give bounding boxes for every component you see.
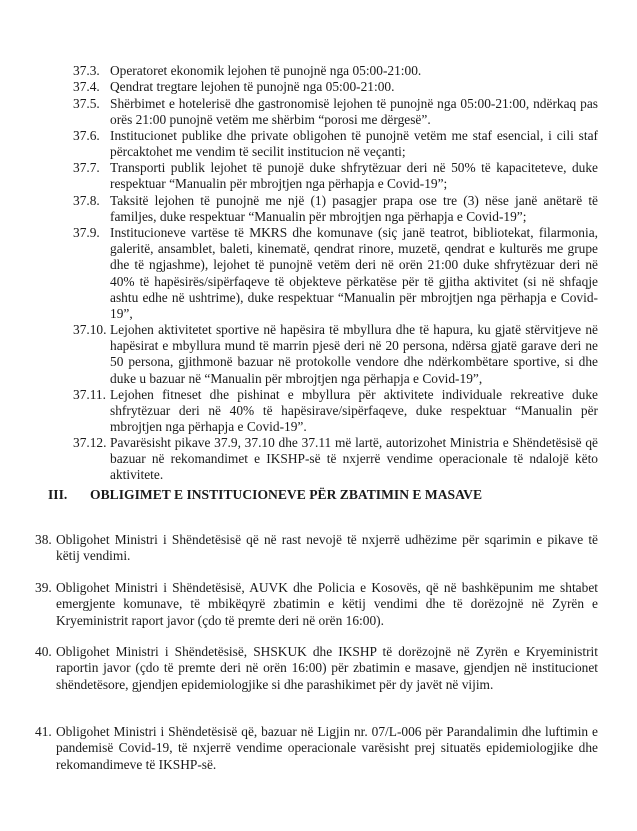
subitem-number: 37.8. xyxy=(73,193,100,208)
section-title: OBLIGIMET E INSTITUCIONEVE PËR ZBATIMIN E MASAVE xyxy=(90,487,483,502)
item-40 xyxy=(35,644,598,693)
subitem-37-12 xyxy=(73,435,598,484)
subitem-text: Qendrat tregtare lejohen të punojnë nga 05:00-21:00. xyxy=(110,79,395,94)
subitem-number: 37.7. xyxy=(73,160,100,175)
subitem-number: 37.12. xyxy=(73,435,107,450)
subitem-number: 37.4. xyxy=(73,79,100,94)
subitem-number: 37.3. xyxy=(73,63,100,78)
item-number: 41. xyxy=(35,724,52,739)
subitem-text: Pavarësisht pikave 37.9, 37.10 dhe 37.11 më lartë, autorizohet Ministria e Shëndetësisë që bazuar në rekomandimet e IKSHP-së të nxjerrë vendime operacionale të ndalojë këto aktivitete. xyxy=(110,435,598,483)
subitem-37-10 xyxy=(73,322,598,387)
item-text: Obligohet Ministri i Shëndetësisë që, bazuar në Ligjin nr. 07/L-006 për Parandalimin dhe luftimin e pandemisë Covid-19, të nxjerrë vendime operacionale varësisht prej situatës epidemiologjike dhe rekomandimeve të IKSHP-së. xyxy=(56,724,598,772)
subitem-text: Taksitë lejohen të punojnë me një (1) pasagjer prapa ose tre (3) nëse janë anëtarë të familjes, duke respektuar “Manualin për mbrojtjen nga përhapja e Covid-19”; xyxy=(110,193,598,225)
subitem-text: Lejohen fitneset dhe pishinat e mbyllura për aktivitete individuale rekreative duke shfrytëzuar deri në 40% të hapësirave/sipërfaqeve, duke respektuar “Manualin për mbrojtjen nga përhapja e Covid-19”. xyxy=(110,387,598,435)
subitem-37-11 xyxy=(73,387,598,436)
subitem-37-7 xyxy=(73,160,598,192)
subitem-number: 37.6. xyxy=(73,128,100,143)
item-text: Obligohet Ministri i Shëndetësisë që në rast nevojë të nxjerrë udhëzime për sqarimin e pikave të këtij vendimi. xyxy=(56,532,598,564)
subitem-37-5 xyxy=(73,96,598,128)
item-number: 40. xyxy=(35,644,52,659)
item-39 xyxy=(35,580,598,629)
item-38 xyxy=(35,532,598,565)
subitem-number: 37.11. xyxy=(73,387,106,402)
subitem-number: 37.9. xyxy=(73,225,100,240)
subitem-37-4 xyxy=(73,79,598,95)
subitem-text: Transporti publik lejohet të punojë duke shfrytëzuar deri në 50% të kapaciteteve, duke respektuar “Manualin për mbrojtjen nga përhapja e Covid-19”; xyxy=(110,160,598,192)
item-41 xyxy=(35,724,598,773)
item-number: 39. xyxy=(35,580,52,595)
subitem-text: Operatoret ekonomik lejohen të punojnë nga 05:00-21:00. xyxy=(110,63,422,78)
subitem-text: Lejohen aktivitetet sportive në hapësira të mbyllura dhe të hapura, ku gjatë stërvitjeve në hapësirat e mbyllura mund të marrin pjesë deri në 20 persona, ndërsa gjatë garave deri ne 50 persona, gjithmonë bazuar në protokolle vendore dhe ndërkombëtare sportive, si dhe duke u bazuar në “Manualin për mbrojtjen nga përhapja e Covid-19”, xyxy=(110,322,598,386)
section-number: III. xyxy=(48,487,68,502)
item-text: Obligohet Ministri i Shëndetësisë, SHSKUK dhe IKSHP të dorëzojnë në Zyrën e Kryeministrit raportin javor (çdo të premte deri në orën 16:00) për zbatimin e masave, gjendjen në institucionet shëndetësore, gjendjen epidemiologjike si dhe parashikimet për dy javët në vijim. xyxy=(56,644,598,692)
item-text: Obligohet Ministri i Shëndetësisë, AUVK dhe Policia e Kosovës, që në bashkëpunim me shtabet emergjente komunave, të mbikëqyrë zbatimin e këtij vendimi dhe të dorëzojnë në Zyrën e Kryeministrit raport javor (çdo të premte deri në orën 16:00). xyxy=(56,580,598,628)
subitem-number: 37.10. xyxy=(73,322,107,337)
subitem-number: 37.5. xyxy=(73,96,100,111)
item-number: 38. xyxy=(35,532,52,547)
subitem-37-6 xyxy=(73,128,598,160)
subitem-text: Institucioneve vartëse të MKRS dhe komunave (siç janë teatrot, bibliotekat, filarmonia, galeritë, ansamblet, baleti, kinematë, qendrat rinore, muzetë, qendrat e kulturës me grupe dhe të ngjashme), lejohet të punojnë vetëm deri në orën 21:00 duke shfrytëzuar deri në 40% të hapësirës/sipërfaqeve të objekteve përkatëse për të gjitha aktivitet (si në shfaqje ashtu edhe në ushtrime), duke respektuar “Manualin për mbrojtjen nga përhapja e Covid-19”, xyxy=(110,225,598,322)
subitem-text: Institucionet publike dhe private obligohen të punojnë vetëm me staf esencial, i cili staf përcaktohet me vendim të secilit institucion në veçanti; xyxy=(110,128,598,160)
subitem-text: Shërbimet e hotelerisë dhe gastronomisë lejohen të punojnë nga 05:00-21:00, ndërkaq pas orës 21:00 punojnë vetëm me shërbim “porosi me dërgesë”. xyxy=(110,96,598,128)
subitem-37-8 xyxy=(73,193,598,225)
subitem-37-9 xyxy=(73,225,598,322)
subitem-37-3 xyxy=(73,63,598,79)
